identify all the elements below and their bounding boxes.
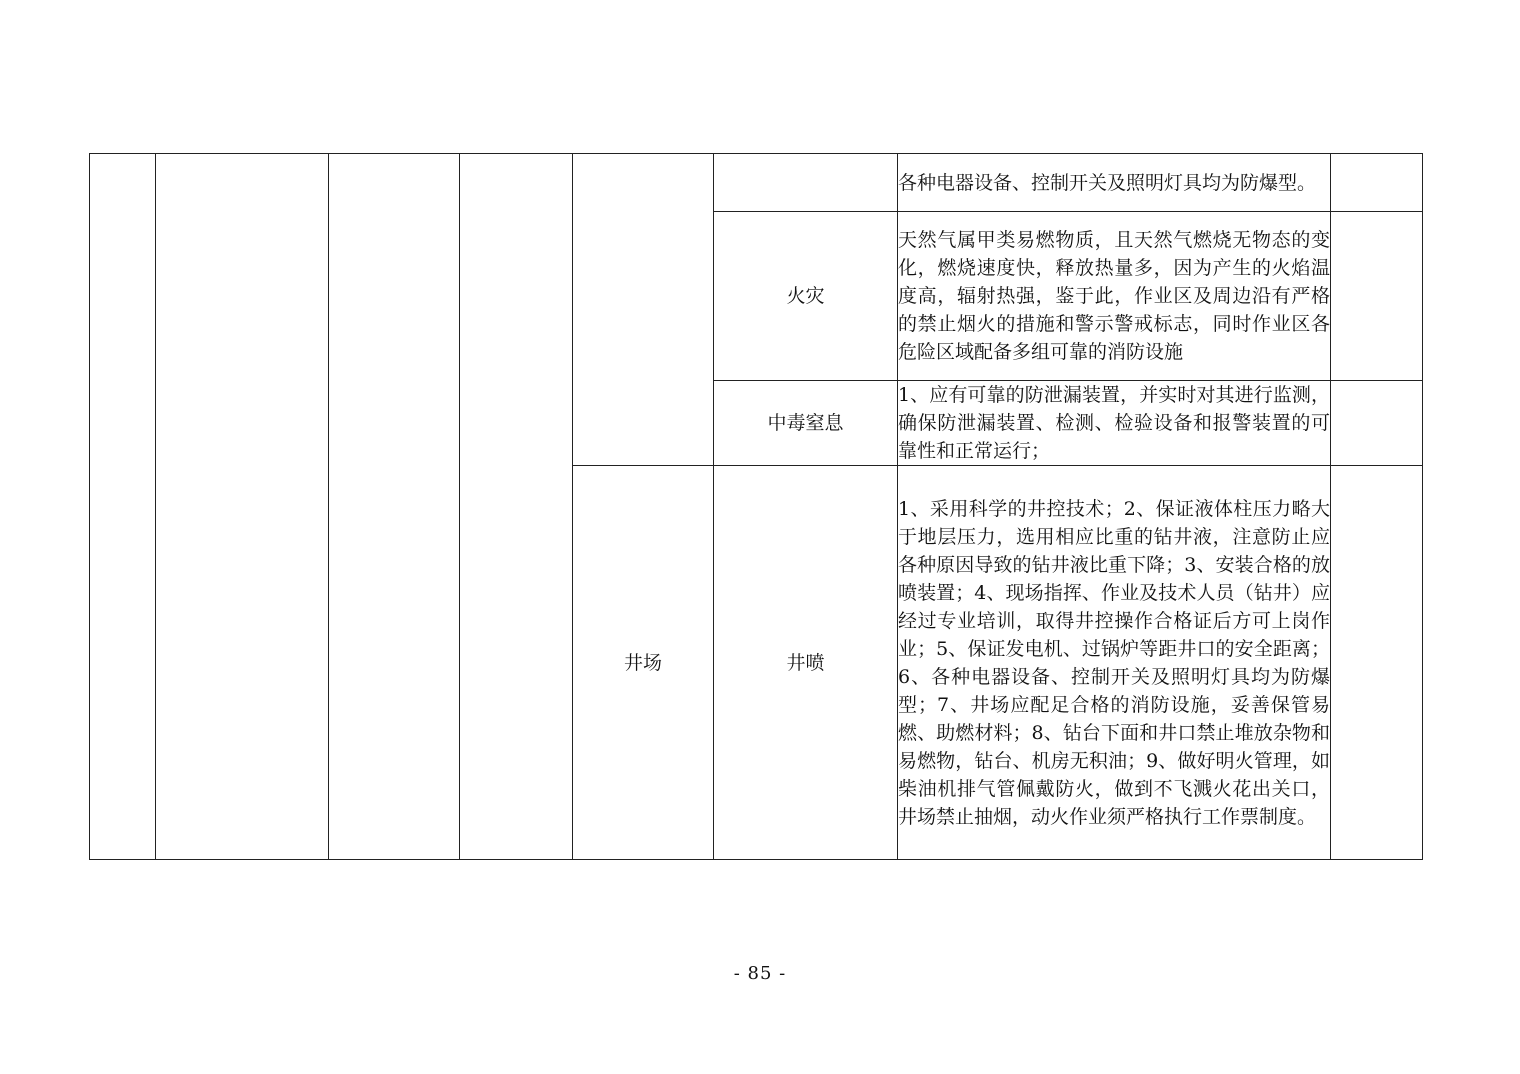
measure-cell: 1、采用科学的井控技术；2、保证液体柱压力略大于地层压力，选用相应比重的钻井液，注意防止应各种原因导致的钻井液比重下降；3、安装合格的放喷装置；4、现场指挥、作业及技术人员（钻井）应经过专业培训，取得井控操作合格证后方可上岗作业；5、保证发电机、过锅炉等距井口的安全距离；6、各种电器设备、控制开关及照明灯具均为防爆型；7、井场应配足合格的消防设施，妥善保管易燃、助燃材料；8、钻台下面和井口禁止堆放杂物和易燃物，钻台、机房无积油；9、做好明火管理，如柴油机排气管佩戴防火，做到不飞溅火花出关口，井场禁止抽烟，动火作业须严格执行工作票制度。	[898, 466, 1331, 860]
hazard-cell: 火灾	[714, 212, 898, 381]
table-cell-empty	[90, 154, 156, 860]
table-row	[90, 154, 1423, 212]
table-cell-empty	[1331, 154, 1423, 212]
measure-cell: 1、应有可靠的防泄漏装置，并实时对其进行监测，确保防泄漏装置、检测、检验设备和报警装置的可靠性和正常运行；	[898, 381, 1331, 466]
table-cell-empty	[329, 154, 460, 860]
hazard-cell: 井喷	[714, 466, 898, 860]
location-cell: 井场	[573, 466, 714, 860]
table-cell-empty	[1331, 381, 1423, 466]
table-cell-empty	[156, 154, 329, 860]
page-number: - 85 -	[733, 963, 787, 984]
hazard-cell: 中毒窒息	[714, 381, 898, 466]
table-cell-empty	[460, 154, 573, 860]
measure-cell: 天然气属甲类易燃物质，且天然气燃烧无物态的变化，燃烧速度快，释放热量多，因为产生的火焰温度高，辐射热强，鉴于此，作业区及周边沿有严格的禁止烟火的措施和警示警戒标志，同时作业区各危险区域配备多组可靠的消防设施	[898, 212, 1331, 381]
table-cell-empty	[1331, 212, 1423, 381]
measure-cell: 各种电器设备、控制开关及照明灯具均为防爆型。	[898, 154, 1331, 212]
risk-measures-table	[89, 153, 1423, 860]
table-cell-empty	[1331, 466, 1423, 860]
table-cell-empty	[714, 154, 898, 212]
table-cell-empty	[573, 154, 714, 466]
